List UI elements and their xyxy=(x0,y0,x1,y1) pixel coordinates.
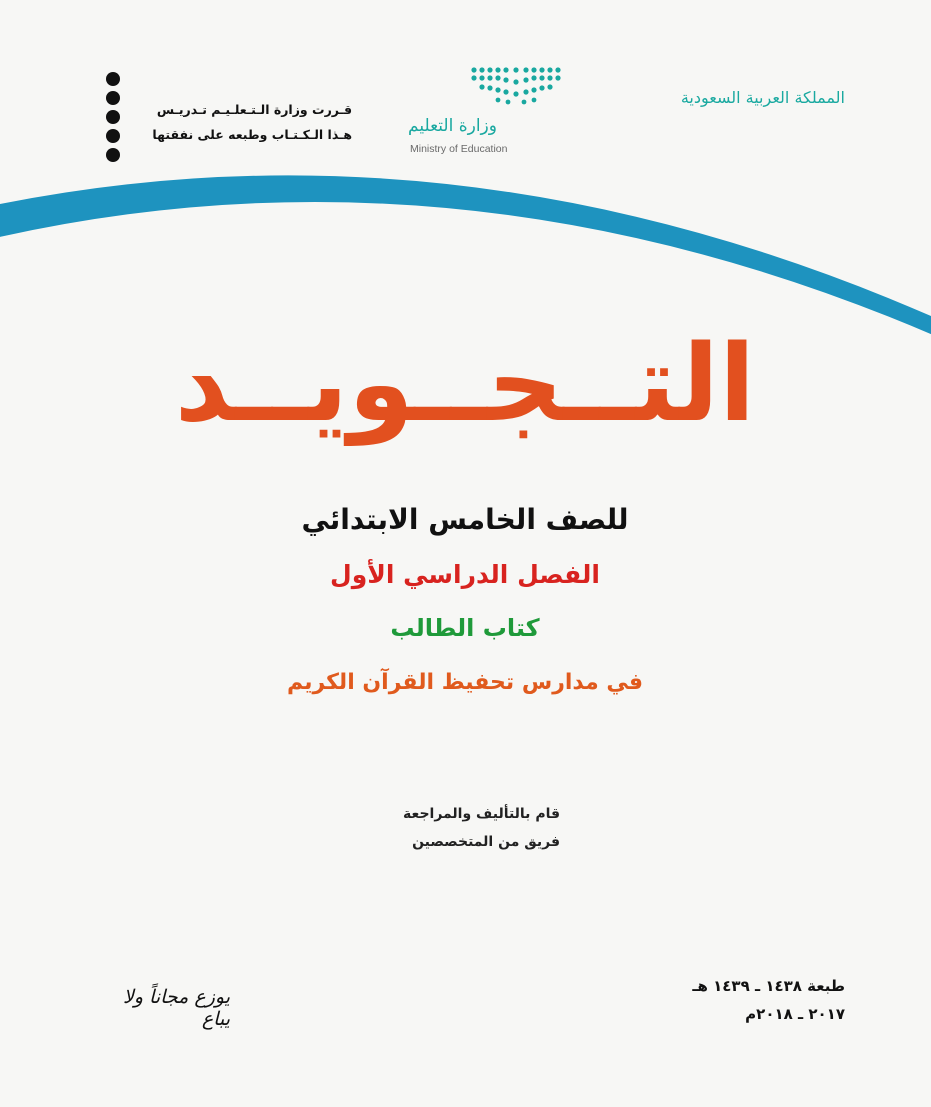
free-distribution-note: يوزع مجاناً ولا يباع xyxy=(122,986,230,1030)
ministry-name-arabic: وزارة التعليم xyxy=(408,116,497,136)
edition-hijri: طبعة ١٤٣٨ ـ ١٤٣٩ هـ xyxy=(692,977,845,995)
term-subtitle: الفصل الدراسي الأول xyxy=(330,560,600,589)
edition-info xyxy=(630,972,845,1028)
schools-subtitle: في مدارس تحفيظ القرآن الكريم xyxy=(286,670,644,695)
authors-credit xyxy=(330,800,560,856)
binding-dot xyxy=(106,148,120,162)
authors-line-2: فريق من المتخصصين xyxy=(412,834,560,850)
approval-line-2: هـذا الـكـتـاب وطبعه على نفقتها xyxy=(152,127,352,142)
authors-line-1: قام بالتأليف والمراجعة xyxy=(403,806,560,822)
ministry-name-english: Ministry of Education xyxy=(410,143,508,155)
approval-line-1: قـررت وزارة الـتـعلـيـم تـدريـس xyxy=(156,102,352,117)
book-title: التــجــويــد xyxy=(174,322,756,445)
grade-subtitle: للصف الخامس الابتدائي xyxy=(301,503,629,536)
binding-dot xyxy=(106,91,120,105)
binding-dot xyxy=(106,129,120,143)
binding-dot xyxy=(106,72,120,86)
edition-gregorian: ٢٠١٧ ـ ٢٠١٨م xyxy=(745,1005,845,1023)
kingdom-name: المملكة العربية السعودية xyxy=(680,88,845,107)
binding-dot xyxy=(106,110,120,124)
book-type: كتاب الطالب xyxy=(390,614,540,642)
binding-dots-icon xyxy=(106,72,126,164)
approval-note xyxy=(130,97,352,147)
